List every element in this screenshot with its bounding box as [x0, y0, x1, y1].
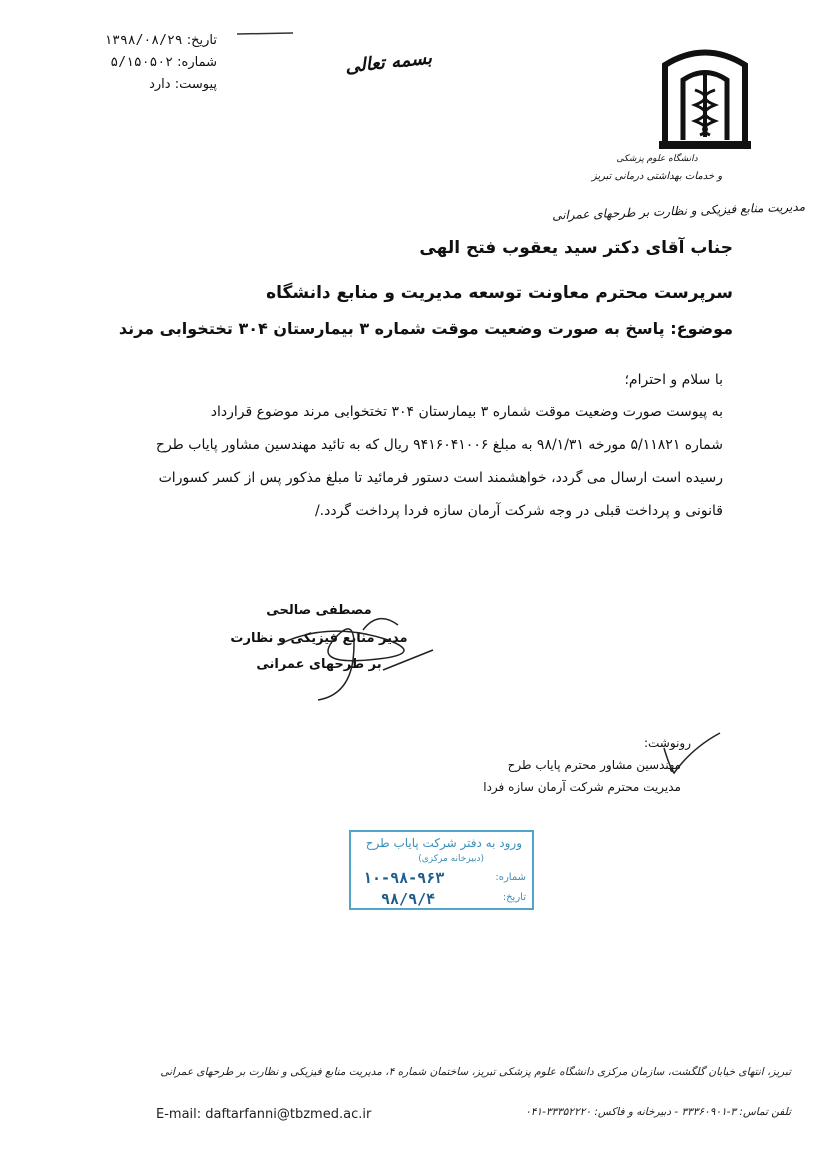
cc-line-2: مدیریت محترم شرکت آرمان سازه فردا — [483, 780, 681, 794]
letter-subject: موضوع: پاسخ به صورت وضعیت موقت شماره ۳ بیمارستان ۳۰۴ تختخوابی مرند — [118, 319, 733, 338]
handwritten-signature-icon — [268, 600, 443, 705]
date-row — [92, 30, 217, 52]
cc-block — [381, 732, 691, 798]
date-value: ۱۳۹۸/۰۸/۲۹ — [104, 33, 183, 48]
stamp-number-value: ۱۰-۹۸-۹۶۳ — [363, 869, 445, 887]
footer-email: E-mail: daftarfanni@tbzmed.ac.ir — [156, 1107, 372, 1122]
stamp-title: ورود به دفتر شرکت پایاب طرح — [365, 836, 522, 850]
body-line: رسیده است ارسال می گردد، خواهشمند است دستور فرمائید تا مبلغ مذکور پس از کسر کسورات — [158, 470, 723, 486]
body-line: قانونی و پرداخت قبلی در وجه شرکت آرمان سازه فردا پرداخت گردد./ — [314, 503, 723, 519]
letter-body — [73, 396, 723, 528]
cc-line-1: مهندسین مشاور محترم پایاب طرح — [507, 758, 681, 772]
basmala: بسمه تعالی — [344, 47, 433, 78]
footer-phones: تلفن تماس: ۳-۳۳۳۶۰۹۰۱ - دبیرخانه و فاکس: ۳۳۳۵۲۲۲۰-۰۴۱ — [525, 1106, 791, 1118]
signer-title-1: مدیر منابع فیزیکی و نظارت — [230, 631, 408, 646]
org-department: مدیریت منابع فیزیکی و نظارت بر طرحهای عمرانی — [551, 199, 806, 223]
attachment-row — [92, 74, 217, 96]
signer-name: مصطفی صالحی — [266, 603, 372, 618]
org-name — [557, 150, 757, 186]
org-line-2: و خدمات بهداشتی درمانی تبریز — [591, 171, 723, 182]
letter-meta — [92, 30, 217, 96]
org-line-1: دانشگاه علوم پزشکی — [616, 154, 698, 164]
attachment-label: پیوست: — [174, 77, 217, 92]
number-value: ۵/۱۵۰۵۰۲ — [110, 55, 174, 70]
number-row — [92, 52, 217, 74]
body-line: به پیوست صورت وضعیت موقت شماره ۳ بیمارستان ۳۰۴ تختخوابی مرند موضوع قرارداد — [210, 404, 723, 420]
stamp-date-label: تاریخ: — [502, 892, 526, 903]
date-label: تاریخ: — [186, 33, 217, 48]
dash-mark — [235, 30, 295, 38]
stamp-subtitle: (دبیرخانه مرکزی) — [418, 854, 484, 864]
attachment-value: دارد — [149, 77, 171, 92]
stamp-date-value: ۹۸/۹/۴ — [381, 890, 436, 908]
recipient-title: سرپرست محترم معاونت توسعه مدیریت و منابع دانشگاه — [266, 283, 733, 303]
received-stamp — [349, 830, 534, 910]
cc-label: رونوشت: — [643, 736, 691, 750]
body-line: شماره ۵/۱۱۸۲۱ مورخه ۹۸/۱/۳۱ به مبلغ ۹۴۱۶۰۴۱۰۰۶ ریال که به تائید مهندسین مشاور پایاب طرح — [155, 437, 723, 453]
stamp-number-label: شماره: — [495, 872, 526, 883]
greeting: با سلام و احترام؛ — [624, 372, 723, 388]
recipient-name: جناب آقای دکتر سید یعقوب فتح الهی — [419, 238, 733, 258]
university-logo-icon — [655, 45, 755, 155]
cc-check-mark-icon — [662, 728, 722, 778]
footer-address: تبریز، انتهای خیابان گلگشت، سازمان مرکزی دانشگاه علوم پزشکی تبریز، ساختمان شماره ۴، مدیریت منابع فیزیکی و نظارت بر طرحهای عمرانی — [160, 1066, 791, 1078]
signer-title-2: بر طرحهای عمرانی — [256, 657, 382, 672]
number-label: شماره: — [177, 55, 217, 70]
